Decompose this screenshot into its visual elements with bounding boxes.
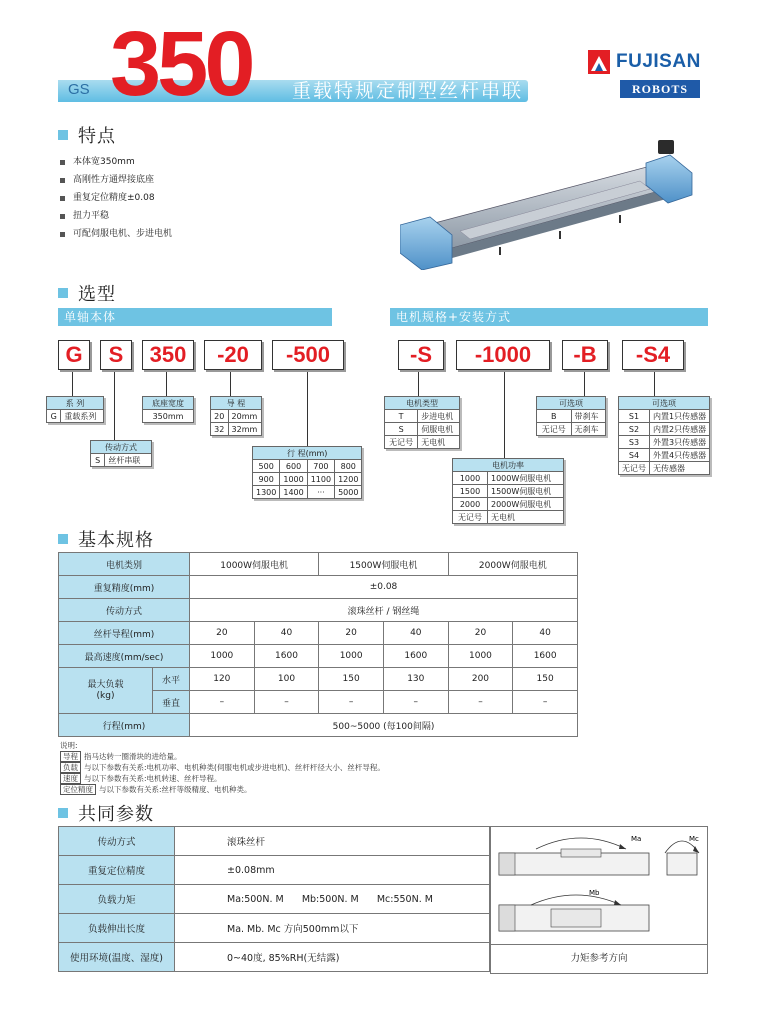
code-stroke: -500: [272, 340, 344, 370]
linear-module-illustration: [400, 135, 700, 270]
bullet-icon: [60, 196, 65, 201]
table-row: 负载伸出长度 Ma. Mb. Mc 方向500mm以下: [59, 914, 490, 943]
code-brake: -B: [562, 340, 608, 370]
table-row: 传动方式 滚珠丝杆 / 钢丝绳: [59, 599, 578, 622]
table-row: 重复定位精度 ±0.08mm: [59, 856, 490, 885]
ma-label: Ma: [631, 835, 642, 843]
mb-label: Mb: [589, 889, 600, 897]
brand-logo-icon: [588, 50, 610, 74]
bullet-icon: [60, 214, 65, 219]
section-marker-icon: [58, 534, 68, 544]
connector-line: [114, 372, 115, 440]
code-width: 350: [142, 340, 194, 370]
common-section-header: [58, 800, 154, 826]
note-item: 导程 指马达转一圈滑块的进给量。: [60, 751, 385, 762]
code-motor-power: -1000: [456, 340, 550, 370]
features-section-header: [58, 122, 116, 148]
brand-robots-tag: ROBOTS: [620, 80, 700, 98]
table-row: 垂直 – – – – – –: [59, 691, 578, 714]
common-param-table: [58, 826, 490, 972]
code-series: G: [58, 340, 90, 370]
connector-line: [654, 372, 655, 396]
code-lead: -20: [204, 340, 262, 370]
feature-item: 高刚性方通焊接底座: [60, 171, 172, 189]
table-row: 使用环境(温度、湿度) 0~40度, 85%RH(无结露): [59, 943, 490, 972]
note-item: 负载 与以下参数有关系:电机功率、电机种类(伺服电机或步进电机)、丝杆杆径大小、丝杆导程。: [60, 762, 385, 773]
table-row: 丝杆导程(mm) 20 40 20 40 20 40: [59, 622, 578, 645]
feature-item: 本体宽350mm: [60, 153, 172, 171]
connector-line: [418, 372, 419, 396]
header-series-prefix: GS: [68, 81, 90, 98]
selection-section-header: [58, 280, 116, 306]
section-marker-icon: [58, 130, 68, 140]
motor-type-table: 电机类型 T 步进电机 S 伺服电机 无记号 无电机: [384, 396, 460, 449]
code-sensor: -S4: [622, 340, 684, 370]
brake-table: 可选项 B 带刹车 无记号 无刹车: [536, 396, 606, 436]
features-title: 特点: [78, 126, 116, 147]
selection-title: 选型: [78, 284, 116, 305]
common-title: 共同参数: [78, 804, 154, 825]
feature-item: 扭力平稳: [60, 207, 172, 225]
motor-power-table: 电机功率 1000 1000W伺服电机 1500 1500W伺服电机 2000 2000W伺服电机 无记号 无电机: [452, 458, 564, 524]
table-row: 重复精度(mm) ±0.08: [59, 576, 578, 599]
note-item: 定位精度 与以下参数有关系:丝杆等级精度、电机种类。: [60, 784, 385, 795]
table-row: 最大负载 (kg) 水平 120 100 150 130 200 150: [59, 668, 578, 691]
table-row: 行程(mm) 500~5000 (每100间隔): [59, 714, 578, 737]
brand-logo: [588, 50, 701, 74]
connector-line: [584, 372, 585, 396]
table-row: 电机类别 1000W伺服电机 1500W伺服电机 2000W伺服电机: [59, 553, 578, 576]
width-table: 底座宽度 350mm: [142, 396, 194, 423]
section-marker-icon: [58, 808, 68, 818]
code-motor-type: -S: [398, 340, 444, 370]
mc-label: Mc: [689, 835, 699, 843]
brand-name: FUJISAN: [616, 51, 701, 72]
table-row: 负载力矩 Ma:500N. M Mb:500N. M Mc:550N. M: [59, 885, 490, 914]
specs-title: 基本规格: [78, 530, 154, 551]
moment-direction-figure: [490, 826, 708, 974]
connector-line: [504, 372, 505, 458]
specs-section-header: [58, 526, 154, 552]
section-marker-icon: [58, 288, 68, 298]
motor-spec-band: 电机规格+安装方式: [390, 308, 708, 326]
header-model-number: 350: [110, 13, 252, 115]
connector-line: [166, 372, 167, 396]
connector-line: [230, 372, 231, 396]
header-title: 重载特规定制型丝杆串联: [292, 80, 524, 102]
single-axis-band: 单轴本体: [58, 308, 332, 326]
connector-line: [307, 372, 308, 446]
drive-table: 传动方式 S 丝杆串联: [90, 440, 152, 467]
stroke-table: 行 程(mm) 500 600 700 800 900 1000 1100 1200 1300 1400 ··· 5000: [252, 446, 362, 499]
feature-item: 重复定位精度±0.08: [60, 189, 172, 207]
connector-line: [72, 372, 73, 396]
basic-spec-table: [58, 552, 578, 737]
figure-caption: 力矩参考方向: [491, 944, 707, 973]
spec-notes: 说明: 导程 指马达转一圈滑块的进给量。 负载 与以下参数有关系:电机功率、电机种类(伺服电机或步进电机)、丝杆杆径大小、丝杆导程。 速度 与以下参数有关系:电机转速、丝杆导程。 定位精度 与以下参数有关系:丝杆等级精度、电机种类。: [60, 741, 385, 794]
bullet-icon: [60, 232, 65, 237]
moment-diagram: [491, 827, 707, 945]
table-row: 传动方式 滚珠丝杆: [59, 827, 490, 856]
bullet-icon: [60, 178, 65, 183]
code-drive: S: [100, 340, 132, 370]
feature-list: [60, 153, 172, 243]
note-item: 速度 与以下参数有关系:电机转速、丝杆导程。: [60, 773, 385, 784]
sensor-table: 可选项 S1 内置1只传感器 S2 内置2只传感器 S3 外置3只传感器 S4 外置4只传感器 无记号 无传感器: [618, 396, 710, 475]
table-row: 最高速度(mm/sec) 1000 1600 1000 1600 1000 1600: [59, 645, 578, 668]
lead-table: 导 程 20 20mm 32 32mm: [210, 396, 262, 436]
series-table: 系 列 G 重载系列: [46, 396, 104, 423]
bullet-icon: [60, 160, 65, 165]
feature-item: 可配伺服电机、步进电机: [60, 225, 172, 243]
